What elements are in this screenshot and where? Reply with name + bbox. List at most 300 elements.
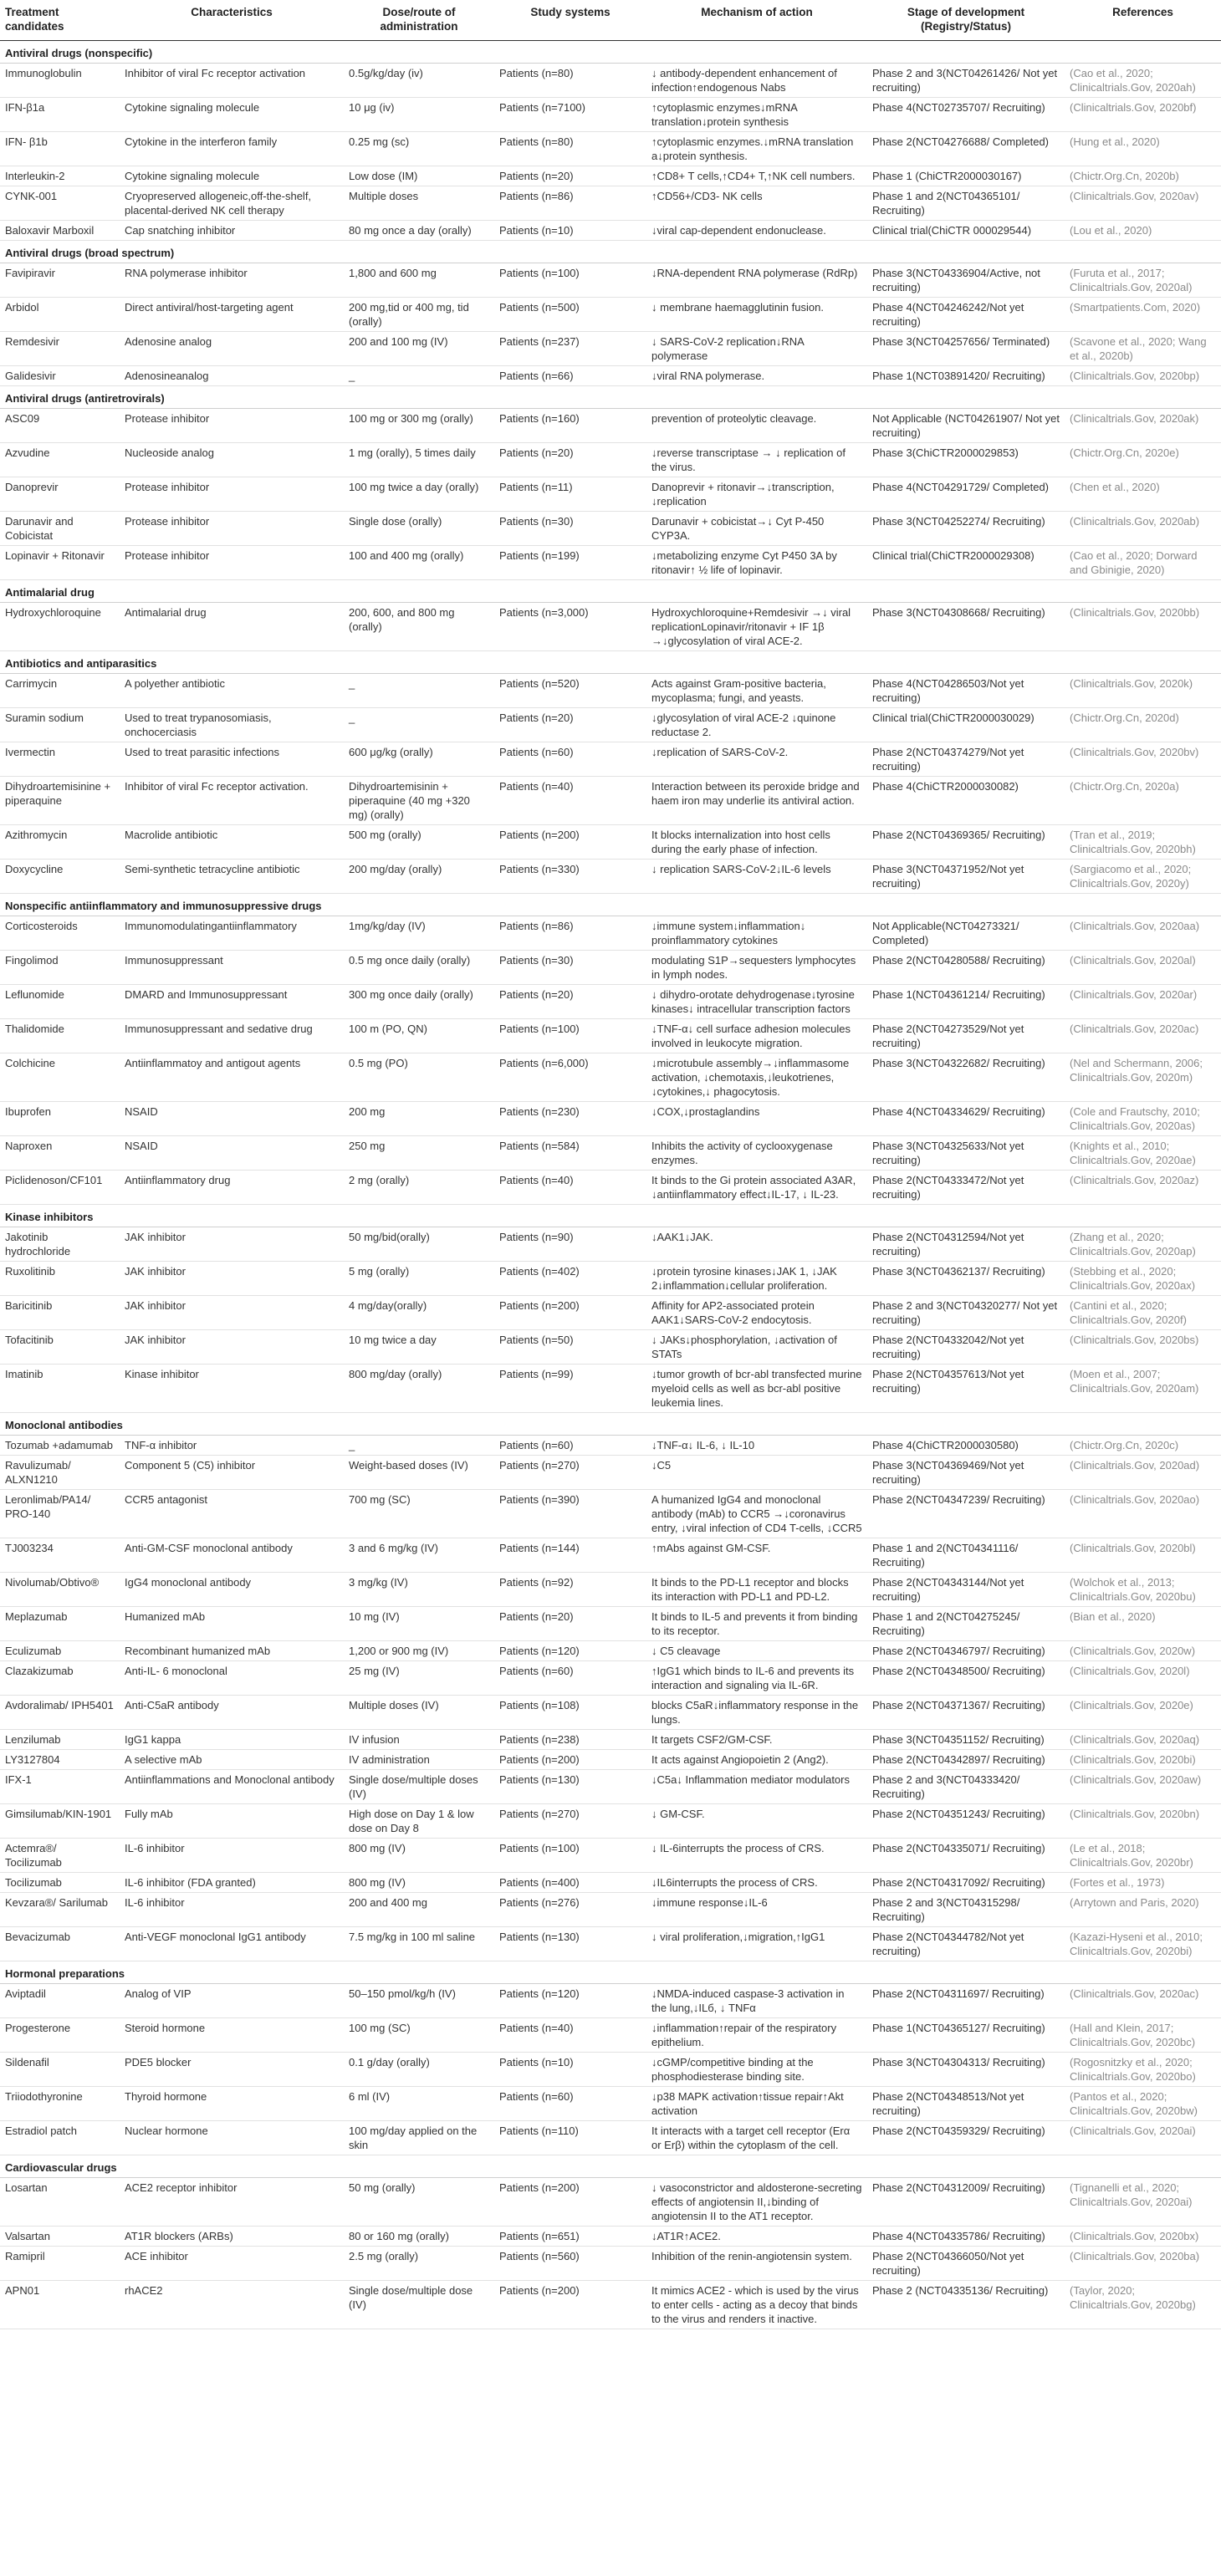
table-row [0,1984,1221,2018]
study-systems-cell: Patients (n=120) [494,1641,646,1661]
mechanism-cell: It binds to the Gi protein associated A3AR, ↓antiinflammatory effect↓IL-17, ↓ IL-23. [646,1171,867,1205]
study-systems-cell: Patients (n=160) [494,409,646,443]
references-cell[interactable]: (Chictr.Org.Cn, 2020a) [1065,777,1221,825]
dose-cell: 50 mg/bid(orally) [344,1227,494,1262]
header-characteristics: Characteristics [120,0,344,41]
table-row [0,1136,1221,1171]
treatment-cell: Danoprevir [0,477,120,512]
mechanism-cell: ↑cytoplasmic enzymes↓mRNA translation↓protein synthesis [646,98,867,132]
stage-cell: Phase 3(ChiCTR2000029853) [867,443,1065,477]
table-row [0,2227,1221,2247]
treatment-cell: Arbidol [0,298,120,332]
table-row [0,1538,1221,1573]
references-cell[interactable]: (Moen et al., 2007; Clinicaltrials.Gov, 2020am) [1065,1365,1221,1413]
study-systems-cell: Patients (n=20) [494,1607,646,1641]
table-row [0,1171,1221,1205]
references-cell[interactable]: (Rogosnitzky et al., 2020; Clinicaltrials.Gov, 2020bo) [1065,2053,1221,2087]
references-cell[interactable]: (Pantos et al., 2020; Clinicaltrials.Gov, 2020bw) [1065,2087,1221,2121]
stage-cell: Clinical trial(ChiCTR2000029308) [867,546,1065,580]
section-header-row [0,894,1221,916]
mechanism-cell: Hydroxychloroquine+Remdesivir →↓ viral replicationLopinavir/ritonavir + IF 1β →↓glycosylation of viral ACE-2. [646,603,867,651]
mechanism-cell: ↑CD8+ T cells,↑CD4+ T,↑NK cell numbers. [646,166,867,186]
treatment-cell: Ibuprofen [0,1102,120,1136]
references-cell[interactable]: (Clinicaltrials.Gov, 2020ao) [1065,1490,1221,1538]
stage-cell: Phase 1(NCT04365127/ Recruiting) [867,2018,1065,2053]
treatment-cell: Triiodothyronine [0,2087,120,2121]
treatment-cell: Naproxen [0,1136,120,1171]
dose-cell: 0.5 mg (PO) [344,1053,494,1102]
treatment-cell: Interleukin-2 [0,166,120,186]
references-cell[interactable]: (Clinicaltrials.Gov, 2020aw) [1065,1770,1221,1804]
table-row [0,186,1221,221]
study-systems-cell: Patients (n=238) [494,1730,646,1750]
treatment-cell: Nivolumab/Obtivo® [0,1573,120,1607]
references-cell[interactable]: (Clinicaltrials.Gov, 2020al) [1065,951,1221,985]
dose-cell: _ [344,366,494,386]
dose-cell: Low dose (IM) [344,166,494,186]
mechanism-cell: ↓p38 MAPK activation↑tissue repair↑Akt activation [646,2087,867,2121]
references-cell[interactable]: (Chictr.Org.Cn, 2020b) [1065,166,1221,186]
treatment-cell: Azvudine [0,443,120,477]
dose-cell: 100 and 400 mg (orally) [344,546,494,580]
stage-cell: Phase 2(NCT04343144/Not yet recruiting) [867,1573,1065,1607]
references-cell[interactable]: (Clinicaltrials.Gov, 2020w) [1065,1641,1221,1661]
references-cell[interactable]: (Clinicaltrials.Gov, 2020ac) [1065,1984,1221,2018]
mechanism-cell: ↓tumor growth of bcr-abl transfected murine myeloid cells as well as bcr-abl positive leukemia lines. [646,1365,867,1413]
dose-cell: 100 mg twice a day (orally) [344,477,494,512]
treatment-cell: Sildenafil [0,2053,120,2087]
section-header-row [0,386,1221,409]
references-cell[interactable]: (Clinicaltrials.Gov, 2020bx) [1065,2227,1221,2247]
references-cell[interactable]: (Scavone et al., 2020; Wang et al., 2020b) [1065,332,1221,366]
characteristics-cell: RNA polymerase inhibitor [120,263,344,298]
table-row [0,332,1221,366]
treatment-cell: Galidesivir [0,366,120,386]
stage-cell: Phase 2 (NCT04335136/ Recruiting) [867,2281,1065,2329]
treatment-cell: Bevacizumab [0,1927,120,1961]
dose-cell: 0.1 g/day (orally) [344,2053,494,2087]
references-cell[interactable]: (Clinicaltrials.Gov, 2020bv) [1065,742,1221,777]
table-row [0,951,1221,985]
dose-cell: _ [344,1436,494,1456]
characteristics-cell: Immunosuppressant [120,951,344,985]
table-row [0,825,1221,860]
section-title: Antiviral drugs (nonspecific) [0,41,1221,64]
stage-cell: Phase 3(NCT04322682/ Recruiting) [867,1053,1065,1102]
stage-cell: Phase 2(NCT04374279/Not yet recruiting) [867,742,1065,777]
characteristics-cell: Cytokine signaling molecule [120,98,344,132]
mechanism-cell: ↓replication of SARS-CoV-2. [646,742,867,777]
references-cell[interactable]: (Clinicaltrials.Gov, 2020ai) [1065,2121,1221,2155]
mechanism-cell: ↓reverse transcriptase → ↓ replication of the virus. [646,443,867,477]
mechanism-cell: It mimics ACE2 - which is used by the virus to enter cells - acting as a decoy that binds to the virus and renders it inactive. [646,2281,867,2329]
mechanism-cell: blocks C5aR↓inflammatory response in the lungs. [646,1696,867,1730]
references-cell[interactable]: (Clinicaltrials.Gov, 2020e) [1065,1696,1221,1730]
treatment-cell: Eculizumab [0,1641,120,1661]
references-cell[interactable]: (Chictr.Org.Cn, 2020c) [1065,1436,1221,1456]
table-row [0,2178,1221,2227]
mechanism-cell: prevention of proteolytic cleavage. [646,409,867,443]
table-row [0,742,1221,777]
dose-cell: 2 mg (orally) [344,1171,494,1205]
characteristics-cell: Humanized mAb [120,1607,344,1641]
references-cell[interactable]: (Clinicaltrials.Gov, 2020bl) [1065,1538,1221,1573]
table-row [0,1893,1221,1927]
dose-cell: Single dose/multiple doses (IV) [344,1770,494,1804]
dose-cell: 50 mg (orally) [344,2178,494,2227]
study-systems-cell: Patients (n=40) [494,2018,646,2053]
references-cell[interactable]: (Cao et al., 2020; Dorward and Gbinigie, 2020) [1065,546,1221,580]
references-cell[interactable]: (Hall and Klein, 2017; Clinicaltrials.Gov, 2020bc) [1065,2018,1221,2053]
treatment-cell: Losartan [0,2178,120,2227]
study-systems-cell: Patients (n=10) [494,221,646,241]
study-systems-cell: Patients (n=237) [494,332,646,366]
stage-cell: Phase 2(NCT04344782/Not yet recruiting) [867,1927,1065,1961]
stage-cell: Phase 2(NCT04348513/Not yet recruiting) [867,2087,1065,2121]
references-cell[interactable]: (Clinicaltrials.Gov, 2020ab) [1065,512,1221,546]
references-cell[interactable]: (Sargiacomo et al., 2020; Clinicaltrials.Gov, 2020y) [1065,860,1221,894]
references-cell[interactable]: (Clinicaltrials.Gov, 2020av) [1065,186,1221,221]
stage-cell: Not Applicable(NCT04273321/ Completed) [867,916,1065,951]
dose-cell: 200 mg,tid or 400 mg, tid (orally) [344,298,494,332]
references-cell[interactable]: (Tran et al., 2019; Clinicaltrials.Gov, 2020bh) [1065,825,1221,860]
mechanism-cell: Acts against Gram-positive bacteria, mycoplasma; fungi, and yeasts. [646,674,867,708]
stage-cell: Phase 2(NCT04276688/ Completed) [867,132,1065,166]
stage-cell: Phase 2(NCT04280588/ Recruiting) [867,951,1065,985]
dose-cell: 300 mg once daily (orally) [344,985,494,1019]
header-treatment: Treatment candidates [0,0,120,41]
mechanism-cell: It binds to the PD-L1 receptor and blocks its interaction with PD-L1 and PD-L2. [646,1573,867,1607]
table-row [0,1696,1221,1730]
table-body [0,41,1221,2329]
treatment-cell: Imatinib [0,1365,120,1413]
dose-cell: Multiple doses (IV) [344,1696,494,1730]
references-cell[interactable]: (Clinicaltrials.Gov, 2020bs) [1065,1330,1221,1365]
study-systems-cell: Patients (n=200) [494,825,646,860]
stage-cell: Clinical trial(ChiCTR2000030029) [867,708,1065,742]
mechanism-cell: ↓C5a↓ Inflammation mediator modulators [646,1770,867,1804]
mechanism-cell: ↓ dihydro-orotate dehydrogenase↓tyrosine kinases↓ intracellular transcription factors [646,985,867,1019]
references-cell[interactable]: (Smartpatients.Com, 2020) [1065,298,1221,332]
characteristics-cell: Antiinflammatory drug [120,1171,344,1205]
mechanism-cell: ↓ membrane haemagglutinin fusion. [646,298,867,332]
characteristics-cell: Fully mAb [120,1804,344,1839]
dose-cell: IV administration [344,1750,494,1770]
characteristics-cell: TNF-α inhibitor [120,1436,344,1456]
dose-cell: High dose on Day 1 & low dose on Day 8 [344,1804,494,1839]
dose-cell: Weight-based doses (IV) [344,1456,494,1490]
references-cell[interactable]: (Le et al., 2018; Clinicaltrials.Gov, 2020br) [1065,1839,1221,1873]
dose-cell: 800 mg (IV) [344,1839,494,1873]
study-systems-cell: Patients (n=60) [494,742,646,777]
references-cell[interactable]: (Hung et al., 2020) [1065,132,1221,166]
mechanism-cell: ↓C5 [646,1456,867,1490]
characteristics-cell: CCR5 antagonist [120,1490,344,1538]
study-systems-cell: Patients (n=10) [494,2053,646,2087]
table-row [0,1607,1221,1641]
dose-cell: 100 mg (SC) [344,2018,494,2053]
characteristics-cell: Protease inhibitor [120,546,344,580]
section-header-row [0,1961,1221,1984]
stage-cell: Phase 4(ChiCTR2000030082) [867,777,1065,825]
treatment-cell: Dihydroartemisinine + piperaquine [0,777,120,825]
stage-cell: Phase 2(NCT04312594/Not yet recruiting) [867,1227,1065,1262]
characteristics-cell: JAK inhibitor [120,1330,344,1365]
header-study-systems: Study systems [494,0,646,41]
table-row [0,860,1221,894]
mechanism-cell: ↓NMDA-induced caspase-3 activation in the lung,↓ILб, ↓ TNFα [646,1984,867,2018]
references-cell[interactable]: (Clinicaltrials.Gov, 2020bp) [1065,366,1221,386]
stage-cell: Phase 1 (ChiCTR2000030167) [867,166,1065,186]
references-cell[interactable]: (Clinicaltrials.Gov, 2020l) [1065,1661,1221,1696]
treatment-cell: Suramin sodium [0,708,120,742]
mechanism-cell: ↓immune system↓inflammation↓ proinflammatory cytokines [646,916,867,951]
characteristics-cell: A polyether antibiotic [120,674,344,708]
stage-cell: Phase 3(NCT04371952/Not yet recruiting) [867,860,1065,894]
mechanism-cell: ↓TNF-α↓ cell surface adhesion molecules involved in leukocyte migration. [646,1019,867,1053]
mechanism-cell: ↑mAbs against GM-CSF. [646,1538,867,1573]
study-systems-cell: Patients (n=60) [494,1436,646,1456]
references-cell[interactable]: (Tignanelli et al., 2020; Clinicaltrials.Gov, 2020ai) [1065,2178,1221,2227]
study-systems-cell: Patients (n=80) [494,132,646,166]
dose-cell: _ [344,708,494,742]
dose-cell: 2.5 mg (orally) [344,2247,494,2281]
stage-cell: Phase 3(NCT04304313/ Recruiting) [867,2053,1065,2087]
dose-cell: 200 mg/day (orally) [344,860,494,894]
study-systems-cell: Patients (n=200) [494,2281,646,2329]
dose-cell: 100 m (PO, QN) [344,1019,494,1053]
treatment-cell: Hydroxychloroquine [0,603,120,651]
dose-cell: 7.5 mg/kg in 100 ml saline [344,1927,494,1961]
table-row [0,166,1221,186]
table-row [0,409,1221,443]
study-systems-cell: Patients (n=330) [494,860,646,894]
treatment-cell: APN01 [0,2281,120,2329]
table-row [0,1873,1221,1893]
references-cell[interactable]: (Clinicaltrials.Gov, 2020bb) [1065,603,1221,651]
treatment-cell: Clazakizumab [0,1661,120,1696]
stage-cell: Clinical trial(ChiCTR 000029544) [867,221,1065,241]
mechanism-cell: Darunavir + cobicistat→↓ Cyt P-450 CYP3A. [646,512,867,546]
characteristics-cell: PDE5 blocker [120,2053,344,2087]
characteristics-cell: Cap snatching inhibitor [120,221,344,241]
characteristics-cell: Anti-GM-CSF monoclonal antibody [120,1538,344,1573]
references-cell[interactable]: (Taylor, 2020; Clinicaltrials.Gov, 2020bg) [1065,2281,1221,2329]
table-row [0,2281,1221,2329]
study-systems-cell: Patients (n=20) [494,166,646,186]
mechanism-cell: ↓cGMP/competitive binding at the phosphodiesterase binding site. [646,2053,867,2087]
mechanism-cell: ↓ replication SARS-CoV-2↓IL-6 levels [646,860,867,894]
references-cell[interactable]: (Clinicaltrials.Gov, 2020ac) [1065,1019,1221,1053]
table-row [0,263,1221,298]
references-cell[interactable]: (Clinicaltrials.Gov, 2020ak) [1065,409,1221,443]
references-cell[interactable]: (Stebbing et al., 2020; Clinicaltrials.Gov, 2020ax) [1065,1262,1221,1296]
references-cell[interactable]: (Cole and Frautschy, 2010; Clinicaltrials.Gov, 2020as) [1065,1102,1221,1136]
study-systems-cell: Patients (n=80) [494,64,646,98]
stage-cell: Phase 2(NCT04347239/ Recruiting) [867,1490,1065,1538]
mechanism-cell: ↓ viral proliferation,↓migration,↑IgG1 [646,1927,867,1961]
characteristics-cell: Antiinflammatoy and antigout agents [120,1053,344,1102]
characteristics-cell: IL-6 inhibitor [120,1839,344,1873]
dose-cell: 0.25 mg (sc) [344,132,494,166]
study-systems-cell: Patients (n=230) [494,1102,646,1136]
table-row [0,443,1221,477]
stage-cell: Phase 2(NCT04348500/ Recruiting) [867,1661,1065,1696]
references-cell[interactable]: (Bian et al., 2020) [1065,1607,1221,1641]
table-row [0,1490,1221,1538]
mechanism-cell: ↓ GM-CSF. [646,1804,867,1839]
section-header-row [0,1205,1221,1227]
references-cell[interactable]: (Clinicaltrials.Gov, 2020bi) [1065,1750,1221,1770]
references-cell[interactable]: (Zhang et al., 2020; Clinicaltrials.Gov, 2020ap) [1065,1227,1221,1262]
references-cell[interactable]: (Clinicaltrials.Gov, 2020ad) [1065,1456,1221,1490]
characteristics-cell: ACE2 receptor inhibitor [120,2178,344,2227]
table-row [0,2053,1221,2087]
dose-cell: 1,200 or 900 mg (IV) [344,1641,494,1661]
references-cell[interactable]: (Wolchok et al., 2013; Clinicaltrials.Gov, 2020bu) [1065,1573,1221,1607]
section-title: Kinase inhibitors [0,1205,1221,1227]
characteristics-cell: IgG4 monoclonal antibody [120,1573,344,1607]
treatment-cell: IFN-β1a [0,98,120,132]
mechanism-cell: ↓metabolizing enzyme Cyt P450 3A by ritonavir↑ ½ life of lopinavir. [646,546,867,580]
table-row [0,1365,1221,1413]
treatment-cell: Lenzilumab [0,1730,120,1750]
treatment-cell: Valsartan [0,2227,120,2247]
section-header-row [0,2155,1221,2178]
dose-cell: 200 and 100 mg (IV) [344,332,494,366]
stage-cell: Phase 2 and 3(NCT04333420/ Recruiting) [867,1770,1065,1804]
section-title: Antiviral drugs (broad spectrum) [0,241,1221,263]
stage-cell: Phase 2(NCT04357613/Not yet recruiting) [867,1365,1065,1413]
study-systems-cell: Patients (n=7100) [494,98,646,132]
study-systems-cell: Patients (n=11) [494,477,646,512]
study-systems-cell: Patients (n=520) [494,674,646,708]
table-row [0,2121,1221,2155]
references-cell[interactable]: (Chictr.Org.Cn, 2020d) [1065,708,1221,742]
dose-cell: 80 mg once a day (orally) [344,221,494,241]
mechanism-cell: ↓ SARS-CoV-2 replication↓RNA polymerase [646,332,867,366]
stage-cell: Phase 1 and 2(NCT04365101/ Recruiting) [867,186,1065,221]
references-cell[interactable]: (Clinicaltrials.Gov, 2020aq) [1065,1730,1221,1750]
references-cell[interactable]: (Arrytown and Paris, 2020) [1065,1893,1221,1927]
references-cell[interactable]: (Clinicaltrials.Gov, 2020bn) [1065,1804,1221,1839]
section-title: Antiviral drugs (antiretrovirals) [0,386,1221,409]
references-cell[interactable]: (Kazazi-Hyseni et al., 2010; Clinicaltrials.Gov, 2020bi) [1065,1927,1221,1961]
treatment-cell: LY3127804 [0,1750,120,1770]
header-references: References [1065,0,1221,41]
table-row [0,1573,1221,1607]
study-systems-cell: Patients (n=560) [494,2247,646,2281]
table-row [0,546,1221,580]
characteristics-cell: Cryopreserved allogeneic,off-the-shelf, placental-derived NK cell therapy [120,186,344,221]
references-cell[interactable]: (Clinicaltrials.Gov, 2020ba) [1065,2247,1221,2281]
mechanism-cell: ↓ JAKs↓phosphorylation, ↓activation of STATs [646,1330,867,1365]
treatment-cell: Colchicine [0,1053,120,1102]
table-row [0,1661,1221,1696]
stage-cell: Phase 3(NCT04308668/ Recruiting) [867,603,1065,651]
study-systems-cell: Patients (n=3,000) [494,603,646,651]
study-systems-cell: Patients (n=200) [494,1750,646,1770]
references-cell[interactable]: (Furuta et al., 2017; Clinicaltrials.Gov, 2020al) [1065,263,1221,298]
dose-cell: IV infusion [344,1730,494,1750]
dose-cell: 800 mg/day (orally) [344,1365,494,1413]
table-row [0,1839,1221,1873]
characteristics-cell: Kinase inhibitor [120,1365,344,1413]
characteristics-cell: rhACE2 [120,2281,344,2329]
table-row [0,777,1221,825]
table-row [0,1262,1221,1296]
study-systems-cell: Patients (n=500) [494,298,646,332]
references-cell[interactable]: (Chen et al., 2020) [1065,477,1221,512]
stage-cell: Phase 2(NCT04312009/ Recruiting) [867,2178,1065,2227]
treatment-cell: IFX-1 [0,1770,120,1804]
table-row [0,221,1221,241]
treatment-cell: Tocilizumab [0,1873,120,1893]
study-systems-cell: Patients (n=50) [494,1330,646,1365]
characteristics-cell: Thyroid hormone [120,2087,344,2121]
mechanism-cell: ↑CD56+/CD3- NK cells [646,186,867,221]
section-title: Antibiotics and antiparasitics [0,651,1221,674]
treatment-cell: Aviptadil [0,1984,120,2018]
study-systems-cell: Patients (n=66) [494,366,646,386]
references-cell[interactable]: (Nel and Schermann, 2006; Clinicaltrials.Gov, 2020m) [1065,1053,1221,1102]
dose-cell: Single dose/multiple dose (IV) [344,2281,494,2329]
section-title: Nonspecific antiinflammatory and immunosuppressive drugs [0,894,1221,916]
table-row [0,1102,1221,1136]
mechanism-cell: ↓viral RNA polymerase. [646,366,867,386]
references-cell[interactable]: (Chictr.Org.Cn, 2020e) [1065,443,1221,477]
references-cell[interactable]: (Lou et al., 2020) [1065,221,1221,241]
dose-cell: 600 μg/kg (orally) [344,742,494,777]
table-row [0,1750,1221,1770]
section-header-row [0,651,1221,674]
dose-cell: 50–150 pmol/kg/h (IV) [344,1984,494,2018]
references-cell[interactable]: (Clinicaltrials.Gov, 2020aa) [1065,916,1221,951]
study-systems-cell: Patients (n=390) [494,1490,646,1538]
dose-cell: 80 or 160 mg (orally) [344,2227,494,2247]
mechanism-cell: ↓immune response↓IL-6 [646,1893,867,1927]
references-cell[interactable]: (Clinicaltrials.Gov, 2020ar) [1065,985,1221,1019]
characteristics-cell: Inhibitor of viral Fc receptor activation. [120,777,344,825]
characteristics-cell: JAK inhibitor [120,1227,344,1262]
references-cell[interactable]: (Clinicaltrials.Gov, 2020bf) [1065,98,1221,132]
table-row [0,1019,1221,1053]
references-cell[interactable]: (Fortes et al., 1973) [1065,1873,1221,1893]
references-cell[interactable]: (Knights et al., 2010; Clinicaltrials.Gov, 2020ae) [1065,1136,1221,1171]
mechanism-cell: ↓ IL-6interrupts the process of CRS. [646,1839,867,1873]
characteristics-cell: IgG1 kappa [120,1730,344,1750]
characteristics-cell: Immunomodulatingantiinflammatory [120,916,344,951]
study-systems-cell: Patients (n=100) [494,1019,646,1053]
characteristics-cell: Anti-IL- 6 monoclonal [120,1661,344,1696]
references-cell[interactable]: (Clinicaltrials.Gov, 2020k) [1065,674,1221,708]
references-cell[interactable]: (Cantini et al., 2020; Clinicaltrials.Gov, 2020f) [1065,1296,1221,1330]
table-row [0,674,1221,708]
study-systems-cell: Patients (n=90) [494,1227,646,1262]
mechanism-cell: Danoprevir + ritonavir→↓transcription, ↓replication [646,477,867,512]
treatment-cell: Gimsilumab/KIN-1901 [0,1804,120,1839]
study-systems-cell: Patients (n=100) [494,1839,646,1873]
references-cell[interactable]: (Clinicaltrials.Gov, 2020az) [1065,1171,1221,1205]
stage-cell: Phase 4(NCT02735707/ Recruiting) [867,98,1065,132]
references-cell[interactable]: (Cao et al., 2020; Clinicaltrials.Gov, 2020ah) [1065,64,1221,98]
section-title: Monoclonal antibodies [0,1413,1221,1436]
characteristics-cell: Component 5 (C5) inhibitor [120,1456,344,1490]
table-row [0,603,1221,651]
table-row [0,132,1221,166]
mechanism-cell: ↓AAK1↓JAK. [646,1227,867,1262]
table-row [0,1804,1221,1839]
